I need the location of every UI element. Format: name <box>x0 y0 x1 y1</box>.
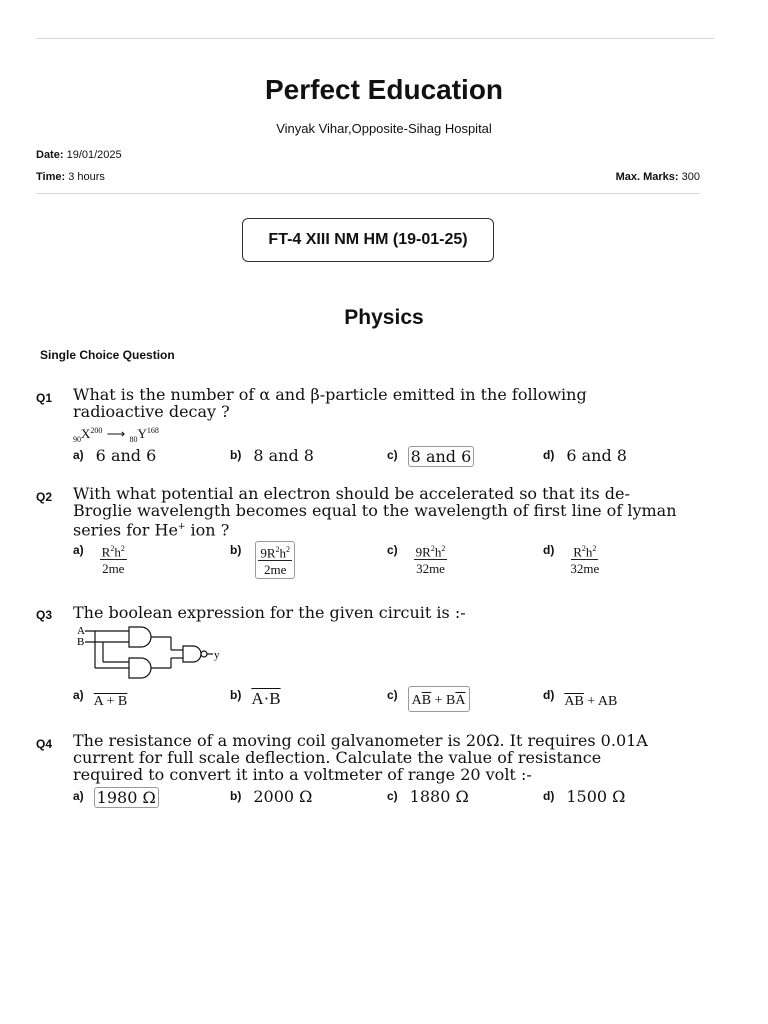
option-label: b) <box>230 448 242 462</box>
logic-circuit-diagram <box>75 624 225 682</box>
question-text: The resistance of a moving coil galvanometer is 20Ω. It requires 0.01A current for full scale deflection. Calculate the value of resistance required to convert it into a voltmeter of range 20 volt :- <box>73 731 648 784</box>
question-number: Q3 <box>36 608 53 622</box>
parent-atomic-number: 90 <box>73 435 81 444</box>
option-value: 8 and 6 <box>408 446 475 467</box>
fraction <box>98 541 129 577</box>
option-value: 1500 Ω <box>566 787 626 806</box>
option-d[interactable] <box>543 686 617 710</box>
term-a-bar: $\overline{A}$ <box>455 693 466 708</box>
institute-address: Vinyak Vihar,Opposite-Sihag Hospital <box>276 121 492 136</box>
section-heading: Single Choice Question <box>40 348 175 362</box>
parent-mass-number: 200 <box>90 426 103 435</box>
decay-equation <box>73 424 159 447</box>
institute-title: Perfect Education <box>264 74 504 105</box>
option-d[interactable] <box>543 446 629 465</box>
option-b[interactable] <box>230 787 314 806</box>
term-a: A <box>411 693 422 708</box>
parent-symbol: X <box>81 426 91 441</box>
option-value: A + B <box>93 694 128 709</box>
circuit-input-a: A <box>77 625 85 637</box>
option-value: A·B <box>251 689 281 708</box>
option-label: a) <box>73 543 84 557</box>
question-number: Q1 <box>36 391 53 405</box>
time-label: Time: <box>36 171 66 183</box>
numerator: $R^2h^2$ <box>571 541 598 560</box>
option-label: d) <box>543 688 555 702</box>
option-c[interactable] <box>387 541 449 577</box>
option-d[interactable] <box>543 541 601 577</box>
max-marks-value: 300 <box>681 171 700 183</box>
numerator: $9R^2h^2$ <box>258 542 292 561</box>
option-value: 1880 Ω <box>409 787 469 806</box>
fraction <box>412 541 450 577</box>
question-text <box>73 485 683 538</box>
option-label: b) <box>230 543 242 557</box>
circuit-input-b: B <box>77 636 85 648</box>
question-text: What is the number of α and β-particle emitted in the following radioactive decay ? <box>73 385 587 421</box>
option-label: b) <box>230 789 242 803</box>
circuit-wires <box>85 627 213 678</box>
option-a[interactable] <box>73 541 129 577</box>
option-value: 1980 Ω <box>94 787 159 808</box>
option-c[interactable] <box>387 787 471 806</box>
option-label: c) <box>387 448 398 462</box>
option-label: d) <box>543 789 555 803</box>
date-value: 19/01/2025 <box>66 149 122 161</box>
option-a[interactable] <box>73 686 127 710</box>
option-label: c) <box>387 543 398 557</box>
option-value: 2000 Ω <box>253 787 313 806</box>
question-number: Q4 <box>36 737 53 751</box>
question-text-main: With what potential an electron should be accelerated so that its de-Broglie wavelength becomes equal to the wavelength of first line of lyman series for He <box>73 484 677 540</box>
term-ab-bar: $\overline{AB}$ <box>564 694 584 709</box>
option-label: a) <box>73 789 84 803</box>
numerator: $R^2h^2$ <box>100 541 127 560</box>
question-number: Q2 <box>36 490 53 504</box>
subject-heading: Physics <box>344 306 424 329</box>
time-line <box>36 171 105 183</box>
option-value <box>564 694 617 710</box>
option-value: 6 and 8 <box>566 446 627 465</box>
option-b[interactable] <box>230 686 281 709</box>
option-label: a) <box>73 688 84 702</box>
daughter-mass-number: 168 <box>146 426 159 435</box>
daughter-atomic-number: 80 <box>129 435 138 444</box>
denominator: 32me <box>416 561 445 577</box>
question-text-end: ion ? <box>185 520 230 540</box>
option-value: 6 and 6 <box>95 446 157 465</box>
option-a[interactable] <box>73 787 159 808</box>
test-name: FT-4 XIII NM HM (19-01-25) <box>268 231 468 248</box>
arrow-icon: ⟶ <box>106 426 126 441</box>
option-c[interactable] <box>387 686 470 712</box>
term-plus-ab: + AB <box>583 694 618 709</box>
denominator: 2me <box>263 562 287 578</box>
time-value: 3 hours <box>68 171 105 183</box>
term-b-bar: $\overline{B}$ <box>421 693 432 708</box>
circuit-output: y <box>214 649 220 661</box>
option-label: b) <box>230 688 242 702</box>
daughter-symbol: Y <box>137 426 147 441</box>
max-marks-line <box>616 171 700 183</box>
option-label: a) <box>73 448 84 462</box>
option-value: 8 and 8 <box>253 446 314 465</box>
fraction <box>568 541 601 577</box>
denominator: 2me <box>102 561 125 577</box>
option-c[interactable] <box>387 446 474 467</box>
numerator: $9R^2h^2$ <box>414 541 448 560</box>
header-divider <box>36 193 700 194</box>
term-plus-b: + B <box>434 693 456 708</box>
fraction <box>255 541 295 579</box>
test-name-box <box>242 218 494 262</box>
date-line <box>36 149 122 161</box>
option-label: c) <box>387 688 398 702</box>
option-value <box>408 686 470 712</box>
option-label: d) <box>543 448 555 462</box>
max-marks-label: Max. Marks: <box>615 171 679 183</box>
option-d[interactable] <box>543 787 627 806</box>
ion-charge: + <box>177 522 186 532</box>
date-label: Date: <box>36 149 64 161</box>
question-text: The boolean expression for the given circuit is :- <box>73 603 466 622</box>
denominator: 32me <box>570 561 600 577</box>
option-label: d) <box>543 543 555 557</box>
option-label: c) <box>387 789 398 803</box>
option-a[interactable] <box>73 446 158 465</box>
option-b[interactable] <box>230 541 295 579</box>
top-divider <box>36 38 714 39</box>
option-b[interactable] <box>230 446 316 465</box>
